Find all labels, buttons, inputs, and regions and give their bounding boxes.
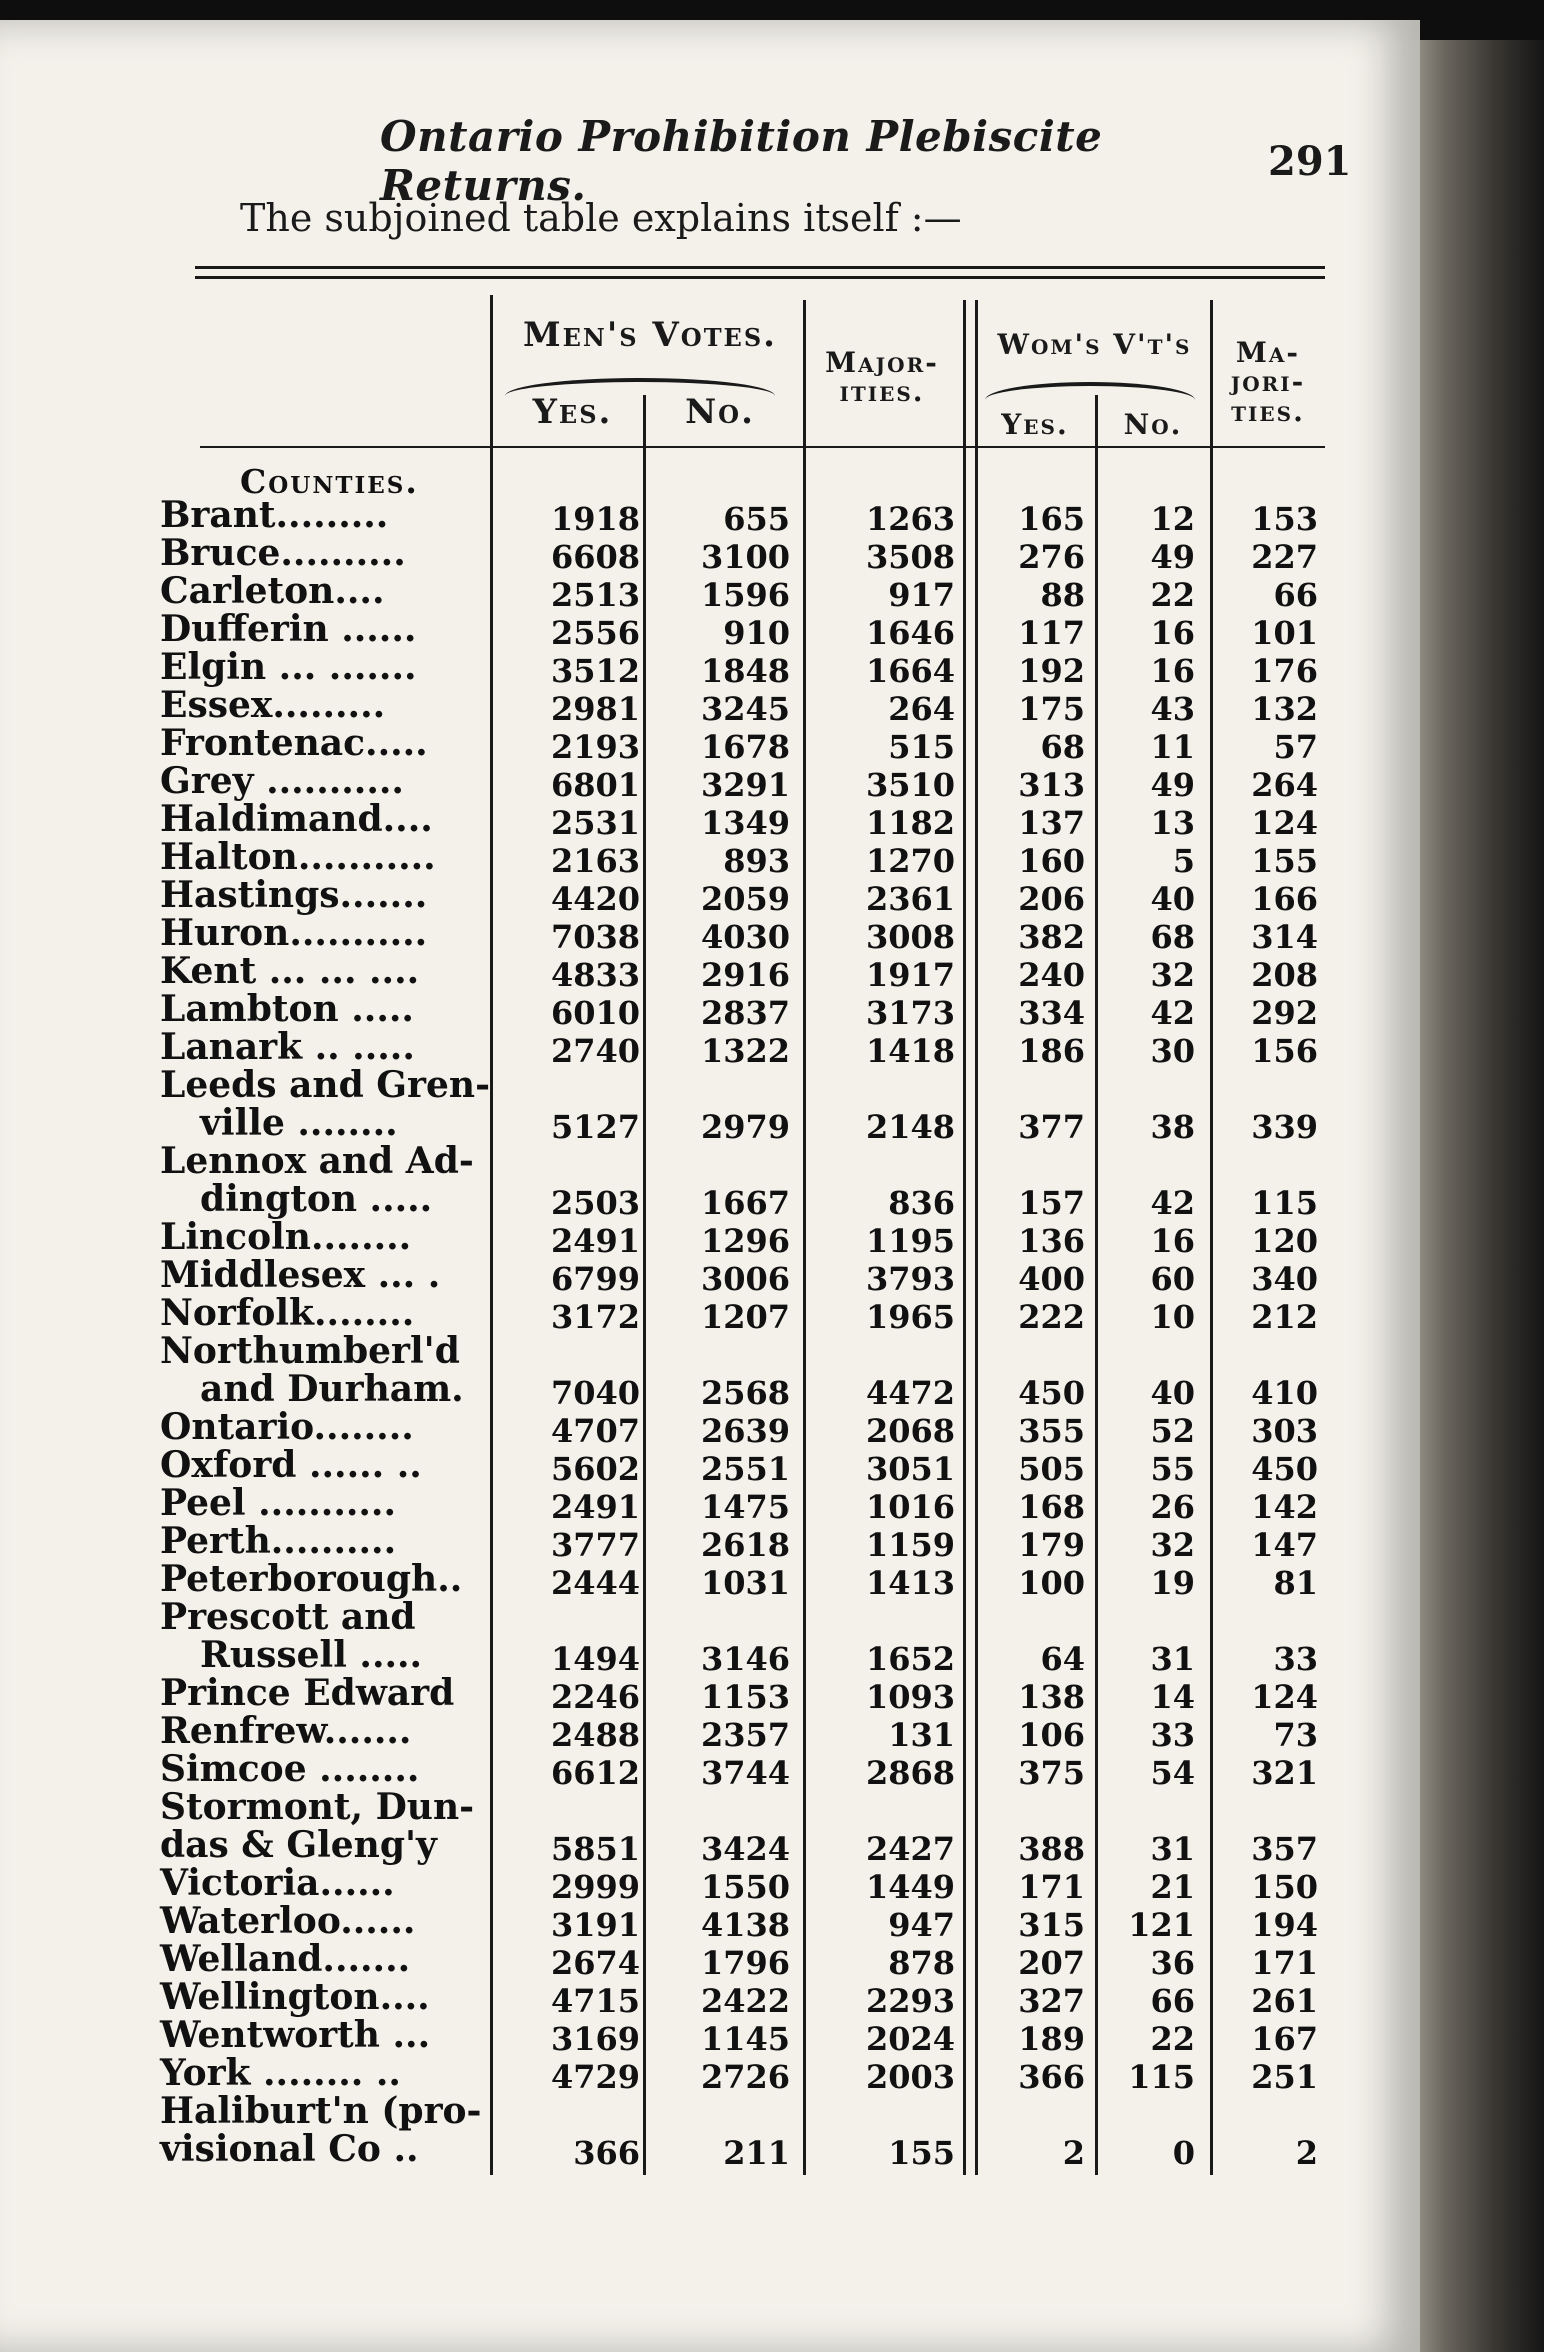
county-name: Oxford ...... .. bbox=[160, 1444, 422, 1486]
cell-men-no: 893 bbox=[723, 842, 790, 880]
cell-men-no: 1550 bbox=[700, 1868, 790, 1906]
cell-maj: 1664 bbox=[865, 652, 955, 690]
cell-w-yes: 382 bbox=[1018, 918, 1085, 956]
header-womens-no: No. bbox=[1123, 408, 1183, 441]
county-name: Peterborough.. bbox=[160, 1558, 463, 1600]
cell-w-yes: 189 bbox=[1018, 2020, 1085, 2058]
cell-w-no: 21 bbox=[1150, 1868, 1195, 1906]
county-name: Kent ... ... .... bbox=[160, 950, 420, 992]
cell-w-maj: 450 bbox=[1251, 1450, 1318, 1488]
cell-maj: 1413 bbox=[865, 1564, 955, 1602]
cell-w-no: 13 bbox=[1150, 804, 1195, 842]
cell-w-no: 54 bbox=[1150, 1754, 1195, 1792]
cell-men-yes: 3777 bbox=[550, 1526, 640, 1564]
cell-w-no: 43 bbox=[1150, 690, 1195, 728]
cell-w-no: 0 bbox=[1172, 2134, 1195, 2172]
cell-maj: 1195 bbox=[865, 1222, 955, 1260]
cell-men-yes: 6010 bbox=[550, 994, 640, 1032]
cell-w-maj: 212 bbox=[1251, 1298, 1318, 1336]
cell-w-no: 31 bbox=[1150, 1640, 1195, 1678]
cell-w-yes: 355 bbox=[1018, 1412, 1085, 1450]
cell-maj: 2068 bbox=[865, 1412, 955, 1450]
cell-men-yes: 7040 bbox=[550, 1374, 640, 1412]
cell-maj: 2361 bbox=[865, 880, 955, 918]
cell-w-no: 11 bbox=[1150, 728, 1195, 766]
header-mens-yes: Yes. bbox=[532, 392, 613, 432]
cell-men-no: 1296 bbox=[700, 1222, 790, 1260]
cell-w-maj: 340 bbox=[1251, 1260, 1318, 1298]
cell-w-no: 30 bbox=[1150, 1032, 1195, 1070]
cell-w-maj: 410 bbox=[1251, 1374, 1318, 1412]
cell-maj: 131 bbox=[888, 1716, 955, 1754]
county-name: Prince Edward bbox=[160, 1672, 455, 1714]
cell-w-no: 55 bbox=[1150, 1450, 1195, 1488]
cell-maj: 3173 bbox=[865, 994, 955, 1032]
cell-men-yes: 2503 bbox=[550, 1184, 640, 1222]
page-edge bbox=[1420, 40, 1544, 2352]
county-name: Carleton.... bbox=[160, 570, 385, 612]
county-name: Leeds and Gren- bbox=[160, 1064, 491, 1106]
cell-men-no: 910 bbox=[723, 614, 790, 652]
cell-maj: 2427 bbox=[865, 1830, 955, 1868]
cell-men-no: 2568 bbox=[700, 1374, 790, 1412]
county-name-continued: visional Co .. bbox=[160, 2128, 419, 2170]
cell-men-no: 4030 bbox=[700, 918, 790, 956]
cell-w-yes: 276 bbox=[1018, 538, 1085, 576]
cell-w-maj: 81 bbox=[1273, 1564, 1318, 1602]
cell-w-yes: 222 bbox=[1018, 1298, 1085, 1336]
cell-maj: 1449 bbox=[865, 1868, 955, 1906]
cell-w-maj: 132 bbox=[1251, 690, 1318, 728]
cell-w-maj: 251 bbox=[1251, 2058, 1318, 2096]
cell-w-no: 42 bbox=[1150, 1184, 1195, 1222]
cell-w-no: 22 bbox=[1150, 576, 1195, 614]
cell-men-yes: 5851 bbox=[550, 1830, 640, 1868]
cell-men-yes: 2488 bbox=[550, 1716, 640, 1754]
header-womens-votes: Wom's V't's bbox=[997, 328, 1192, 361]
cell-w-no: 40 bbox=[1150, 880, 1195, 918]
cell-w-no: 60 bbox=[1150, 1260, 1195, 1298]
cell-w-yes: 2 bbox=[1062, 2134, 1085, 2172]
cell-men-yes: 2513 bbox=[550, 576, 640, 614]
cell-w-maj: 167 bbox=[1251, 2020, 1318, 2058]
cell-men-no: 2726 bbox=[700, 2058, 790, 2096]
cell-w-yes: 450 bbox=[1018, 1374, 1085, 1412]
cell-w-no: 49 bbox=[1150, 538, 1195, 576]
header-womens-yes: Yes. bbox=[1001, 408, 1069, 441]
cell-men-yes: 7038 bbox=[550, 918, 640, 956]
cell-maj: 2868 bbox=[865, 1754, 955, 1792]
county-name: Perth.......... bbox=[160, 1520, 397, 1562]
cell-w-yes: 136 bbox=[1018, 1222, 1085, 1260]
cell-w-maj: 115 bbox=[1251, 1184, 1318, 1222]
cell-men-yes: 2246 bbox=[550, 1678, 640, 1716]
divider-names bbox=[490, 295, 493, 2175]
cell-w-no: 40 bbox=[1150, 1374, 1195, 1412]
header-womens-majorities: Ma-jori-ties. bbox=[1230, 336, 1306, 428]
cell-men-yes: 366 bbox=[573, 2134, 640, 2172]
county-name: Peel ........... bbox=[160, 1482, 396, 1524]
cell-maj: 1652 bbox=[865, 1640, 955, 1678]
cell-w-maj: 33 bbox=[1273, 1640, 1318, 1678]
county-name: Haldimand.... bbox=[160, 798, 433, 840]
cell-men-yes: 1494 bbox=[550, 1640, 640, 1678]
header-majorities: Major-ities. bbox=[825, 346, 939, 409]
cell-w-yes: 64 bbox=[1040, 1640, 1085, 1678]
cell-men-yes: 2444 bbox=[550, 1564, 640, 1602]
cell-w-yes: 179 bbox=[1018, 1526, 1085, 1564]
cell-w-yes: 315 bbox=[1018, 1906, 1085, 1944]
county-name-continued: Russell ..... bbox=[200, 1634, 423, 1676]
county-name: Bruce.......... bbox=[160, 532, 406, 574]
cell-w-maj: 261 bbox=[1251, 1982, 1318, 2020]
cell-w-yes: 327 bbox=[1018, 1982, 1085, 2020]
cell-w-yes: 366 bbox=[1018, 2058, 1085, 2096]
county-name: York ........ .. bbox=[160, 2052, 401, 2094]
cell-w-no: 115 bbox=[1128, 2058, 1195, 2096]
cell-men-yes: 4729 bbox=[550, 2058, 640, 2096]
cell-w-maj: 57 bbox=[1273, 728, 1318, 766]
county-name: Haliburt'n (pro- bbox=[160, 2090, 482, 2132]
cell-maj: 3510 bbox=[865, 766, 955, 804]
cell-maj: 1093 bbox=[865, 1678, 955, 1716]
county-name: Lanark .. ..... bbox=[160, 1026, 415, 1068]
cell-men-no: 211 bbox=[723, 2134, 790, 2172]
cell-w-no: 26 bbox=[1150, 1488, 1195, 1526]
county-name: Lennox and Ad- bbox=[160, 1140, 474, 1182]
cell-men-yes: 4715 bbox=[550, 1982, 640, 2020]
cell-w-maj: 292 bbox=[1251, 994, 1318, 1032]
cell-men-no: 1031 bbox=[700, 1564, 790, 1602]
cell-w-yes: 68 bbox=[1040, 728, 1085, 766]
cell-w-yes: 377 bbox=[1018, 1108, 1085, 1146]
cell-men-no: 1349 bbox=[700, 804, 790, 842]
cell-w-yes: 240 bbox=[1018, 956, 1085, 994]
cell-w-no: 33 bbox=[1150, 1716, 1195, 1754]
cell-w-no: 49 bbox=[1150, 766, 1195, 804]
cell-w-no: 32 bbox=[1150, 1526, 1195, 1564]
county-name: Essex......... bbox=[160, 684, 386, 726]
cell-w-yes: 100 bbox=[1018, 1564, 1085, 1602]
cell-men-no: 1207 bbox=[700, 1298, 790, 1336]
cell-maj: 1646 bbox=[865, 614, 955, 652]
cell-w-yes: 165 bbox=[1018, 500, 1085, 538]
cell-w-no: 14 bbox=[1150, 1678, 1195, 1716]
cell-w-yes: 186 bbox=[1018, 1032, 1085, 1070]
cell-w-maj: 142 bbox=[1251, 1488, 1318, 1526]
county-name: Grey ........... bbox=[160, 760, 404, 802]
cell-men-yes: 3191 bbox=[550, 1906, 640, 1944]
cell-w-yes: 106 bbox=[1018, 1716, 1085, 1754]
cell-w-no: 42 bbox=[1150, 994, 1195, 1032]
cell-men-yes: 6612 bbox=[550, 1754, 640, 1792]
cell-w-yes: 160 bbox=[1018, 842, 1085, 880]
cell-men-no: 2618 bbox=[700, 1526, 790, 1564]
cell-men-no: 3744 bbox=[700, 1754, 790, 1792]
cell-men-no: 1145 bbox=[700, 2020, 790, 2058]
top-rule-2 bbox=[195, 276, 1325, 279]
cell-maj: 1016 bbox=[865, 1488, 955, 1526]
cell-men-no: 3291 bbox=[700, 766, 790, 804]
cell-men-no: 2551 bbox=[700, 1450, 790, 1488]
cell-men-no: 1848 bbox=[700, 652, 790, 690]
cell-men-no: 2916 bbox=[700, 956, 790, 994]
header-mens-no: No. bbox=[685, 392, 755, 432]
cell-men-yes: 4420 bbox=[550, 880, 640, 918]
cell-men-yes: 6608 bbox=[550, 538, 640, 576]
cell-w-maj: 120 bbox=[1251, 1222, 1318, 1260]
county-name: Simcoe ........ bbox=[160, 1748, 420, 1790]
cell-men-yes: 6801 bbox=[550, 766, 640, 804]
county-name: Norfolk........ bbox=[160, 1292, 415, 1334]
county-name: Stormont, Dun- bbox=[160, 1786, 475, 1828]
cell-w-maj: 314 bbox=[1251, 918, 1318, 956]
cell-w-no: 38 bbox=[1150, 1108, 1195, 1146]
cell-men-no: 3100 bbox=[700, 538, 790, 576]
cell-men-yes: 2491 bbox=[550, 1222, 640, 1260]
cell-men-no: 2979 bbox=[700, 1108, 790, 1146]
county-name: Frontenac..... bbox=[160, 722, 428, 764]
cell-w-maj: 208 bbox=[1251, 956, 1318, 994]
cell-men-no: 4138 bbox=[700, 1906, 790, 1944]
cell-maj: 1263 bbox=[865, 500, 955, 538]
cell-w-yes: 313 bbox=[1018, 766, 1085, 804]
cell-w-maj: 171 bbox=[1251, 1944, 1318, 1982]
cell-w-maj: 153 bbox=[1251, 500, 1318, 538]
cell-w-maj: 357 bbox=[1251, 1830, 1318, 1868]
cell-maj: 1270 bbox=[865, 842, 955, 880]
county-name: Wellington.... bbox=[160, 1976, 430, 2018]
cell-w-maj: 264 bbox=[1251, 766, 1318, 804]
cell-men-yes: 3169 bbox=[550, 2020, 640, 2058]
cell-w-no: 36 bbox=[1150, 1944, 1195, 1982]
cell-men-yes: 2674 bbox=[550, 1944, 640, 1982]
cell-w-no: 22 bbox=[1150, 2020, 1195, 2058]
cell-w-maj: 321 bbox=[1251, 1754, 1318, 1792]
cell-men-yes: 3172 bbox=[550, 1298, 640, 1336]
cell-maj: 947 bbox=[888, 1906, 955, 1944]
county-name: Lambton ..... bbox=[160, 988, 414, 1030]
divider-mens-yes-no bbox=[643, 395, 646, 2175]
cell-w-maj: 124 bbox=[1251, 1678, 1318, 1716]
cell-w-maj: 2 bbox=[1295, 2134, 1318, 2172]
cell-men-yes: 2531 bbox=[550, 804, 640, 842]
running-title: Ontario Prohibition Plebiscite Returns. bbox=[380, 112, 1103, 210]
cell-maj: 1159 bbox=[865, 1526, 955, 1564]
cell-men-no: 2837 bbox=[700, 994, 790, 1032]
county-name: Middlesex ... . bbox=[160, 1254, 441, 1296]
cell-w-maj: 73 bbox=[1273, 1716, 1318, 1754]
county-name: Halton........... bbox=[160, 836, 436, 878]
cell-w-maj: 194 bbox=[1251, 1906, 1318, 1944]
cell-maj: 3008 bbox=[865, 918, 955, 956]
cell-maj: 878 bbox=[888, 1944, 955, 1982]
cell-men-no: 3006 bbox=[700, 1260, 790, 1298]
cell-men-yes: 2981 bbox=[550, 690, 640, 728]
cell-men-no: 3245 bbox=[700, 690, 790, 728]
cell-w-no: 66 bbox=[1150, 1982, 1195, 2020]
cell-maj: 155 bbox=[888, 2134, 955, 2172]
cell-w-maj: 124 bbox=[1251, 804, 1318, 842]
cell-w-yes: 505 bbox=[1018, 1450, 1085, 1488]
county-name: Victoria...... bbox=[160, 1862, 395, 1904]
county-name-continued: das & Gleng'y bbox=[160, 1824, 437, 1866]
cell-men-no: 3424 bbox=[700, 1830, 790, 1868]
cell-men-yes: 2193 bbox=[550, 728, 640, 766]
cell-men-yes: 4707 bbox=[550, 1412, 640, 1450]
cell-w-yes: 207 bbox=[1018, 1944, 1085, 1982]
cell-w-yes: 138 bbox=[1018, 1678, 1085, 1716]
cell-men-no: 1796 bbox=[700, 1944, 790, 1982]
cell-w-yes: 168 bbox=[1018, 1488, 1085, 1526]
cell-maj: 2003 bbox=[865, 2058, 955, 2096]
cell-w-no: 19 bbox=[1150, 1564, 1195, 1602]
cell-men-yes: 2163 bbox=[550, 842, 640, 880]
county-name: Northumberl'd bbox=[160, 1330, 460, 1372]
cell-maj: 3051 bbox=[865, 1450, 955, 1488]
cell-w-yes: 117 bbox=[1018, 614, 1085, 652]
cell-w-maj: 150 bbox=[1251, 1868, 1318, 1906]
cell-men-yes: 2740 bbox=[550, 1032, 640, 1070]
cell-w-maj: 155 bbox=[1251, 842, 1318, 880]
cell-men-yes: 4833 bbox=[550, 956, 640, 994]
cell-w-no: 12 bbox=[1150, 500, 1195, 538]
cell-men-no: 2357 bbox=[700, 1716, 790, 1754]
cell-w-yes: 388 bbox=[1018, 1830, 1085, 1868]
cell-men-yes: 2556 bbox=[550, 614, 640, 652]
cell-men-no: 2059 bbox=[700, 880, 790, 918]
cell-w-no: 16 bbox=[1150, 614, 1195, 652]
cell-w-no: 10 bbox=[1150, 1298, 1195, 1336]
cell-men-no: 2422 bbox=[700, 1982, 790, 2020]
cell-w-no: 31 bbox=[1150, 1830, 1195, 1868]
cell-w-yes: 175 bbox=[1018, 690, 1085, 728]
county-name: Ontario........ bbox=[160, 1406, 414, 1448]
cell-w-no: 32 bbox=[1150, 956, 1195, 994]
cell-men-yes: 1918 bbox=[550, 500, 640, 538]
cell-maj: 1182 bbox=[865, 804, 955, 842]
cell-w-yes: 334 bbox=[1018, 994, 1085, 1032]
header-mens-votes: Men's Votes. bbox=[522, 315, 778, 355]
cell-w-no: 5 bbox=[1172, 842, 1195, 880]
county-name: Elgin ... ....... bbox=[160, 646, 417, 688]
cell-w-maj: 227 bbox=[1251, 538, 1318, 576]
county-name: Renfrew....... bbox=[160, 1710, 412, 1752]
cell-w-yes: 171 bbox=[1018, 1868, 1085, 1906]
cell-men-no: 655 bbox=[723, 500, 790, 538]
county-name: Hastings....... bbox=[160, 874, 428, 916]
cell-men-no: 1667 bbox=[700, 1184, 790, 1222]
county-name-continued: dington ..... bbox=[200, 1178, 433, 1220]
page-number: 291 bbox=[1268, 138, 1352, 185]
cell-w-yes: 400 bbox=[1018, 1260, 1085, 1298]
cell-w-maj: 339 bbox=[1251, 1108, 1318, 1146]
cell-w-no: 52 bbox=[1150, 1412, 1195, 1450]
county-name: Huron........... bbox=[160, 912, 428, 954]
intro-text: The subjoined table explains itself :— bbox=[240, 196, 962, 240]
cell-maj: 917 bbox=[888, 576, 955, 614]
top-rule-1 bbox=[195, 266, 1325, 269]
cell-w-yes: 137 bbox=[1018, 804, 1085, 842]
cell-maj: 2148 bbox=[865, 1108, 955, 1146]
cell-maj: 2024 bbox=[865, 2020, 955, 2058]
cell-w-yes: 192 bbox=[1018, 652, 1085, 690]
cell-maj: 1917 bbox=[865, 956, 955, 994]
cell-men-no: 1322 bbox=[700, 1032, 790, 1070]
cell-w-yes: 206 bbox=[1018, 880, 1085, 918]
cell-w-no: 121 bbox=[1128, 1906, 1195, 1944]
county-name-continued: and Durham. bbox=[200, 1368, 464, 1410]
header-bottom-rule bbox=[200, 446, 1325, 448]
county-name: Dufferin ...... bbox=[160, 608, 417, 650]
cell-maj: 515 bbox=[888, 728, 955, 766]
cell-w-yes: 375 bbox=[1018, 1754, 1085, 1792]
cell-w-maj: 147 bbox=[1251, 1526, 1318, 1564]
divider-majorities-left bbox=[803, 300, 806, 2175]
cell-w-maj: 66 bbox=[1273, 576, 1318, 614]
cell-w-no: 68 bbox=[1150, 918, 1195, 956]
cell-w-maj: 101 bbox=[1251, 614, 1318, 652]
cell-maj: 3793 bbox=[865, 1260, 955, 1298]
cell-maj: 4472 bbox=[865, 1374, 955, 1412]
cell-w-maj: 303 bbox=[1251, 1412, 1318, 1450]
cell-men-no: 1475 bbox=[700, 1488, 790, 1526]
cell-men-yes: 5602 bbox=[550, 1450, 640, 1488]
cell-w-yes: 157 bbox=[1018, 1184, 1085, 1222]
county-name: Brant......... bbox=[160, 494, 389, 536]
cell-w-no: 16 bbox=[1150, 1222, 1195, 1260]
cell-men-yes: 5127 bbox=[550, 1108, 640, 1146]
cell-men-yes: 6799 bbox=[550, 1260, 640, 1298]
cell-maj: 1965 bbox=[865, 1298, 955, 1336]
county-name: Wentworth ... bbox=[160, 2014, 431, 2056]
cell-men-yes: 2999 bbox=[550, 1868, 640, 1906]
county-name-continued: ville ........ bbox=[200, 1102, 398, 1144]
county-name: Prescott and bbox=[160, 1596, 416, 1638]
cell-men-no: 1153 bbox=[700, 1678, 790, 1716]
cell-maj: 264 bbox=[888, 690, 955, 728]
cell-men-no: 3146 bbox=[700, 1640, 790, 1678]
cell-w-no: 16 bbox=[1150, 652, 1195, 690]
cell-w-maj: 166 bbox=[1251, 880, 1318, 918]
cell-w-yes: 88 bbox=[1040, 576, 1085, 614]
county-name: Waterloo...... bbox=[160, 1900, 416, 1942]
cell-maj: 3508 bbox=[865, 538, 955, 576]
cell-w-maj: 176 bbox=[1251, 652, 1318, 690]
cell-maj: 2293 bbox=[865, 1982, 955, 2020]
cell-w-maj: 156 bbox=[1251, 1032, 1318, 1070]
cell-maj: 1418 bbox=[865, 1032, 955, 1070]
cell-maj: 836 bbox=[888, 1184, 955, 1222]
cell-men-yes: 3512 bbox=[550, 652, 640, 690]
cell-men-no: 1596 bbox=[700, 576, 790, 614]
county-name: Lincoln........ bbox=[160, 1216, 412, 1258]
cell-men-no: 2639 bbox=[700, 1412, 790, 1450]
county-name: Welland....... bbox=[160, 1938, 411, 1980]
cell-men-no: 1678 bbox=[700, 728, 790, 766]
section-label-counties: Counties. bbox=[240, 462, 419, 501]
cell-men-yes: 2491 bbox=[550, 1488, 640, 1526]
